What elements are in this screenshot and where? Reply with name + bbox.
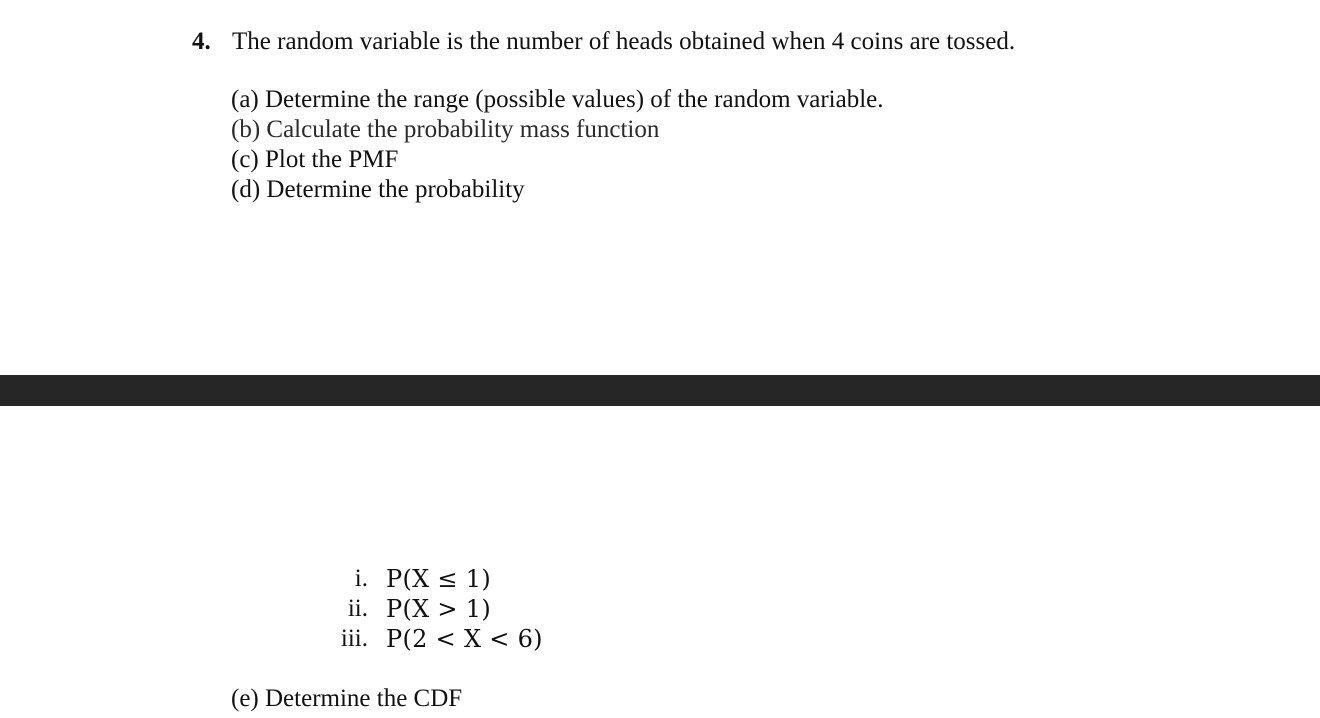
problem-statement: The random variable is the number of heads obtained when 4 coins are tossed. <box>232 28 1016 55</box>
subpart-b: (b) Calculate the probability mass function <box>231 116 660 143</box>
roman-label-iii: iii. <box>340 625 368 652</box>
roman-label-i: i. <box>354 565 368 592</box>
probability-expression-i: P(X ≤ 1) <box>386 565 491 593</box>
subpart-c: (c) Plot the PMF <box>231 146 399 173</box>
subpart-a: (a) Determine the range (possible values) of the random variable. <box>231 86 884 113</box>
subpart-e: (e) Determine the CDF <box>231 685 463 712</box>
roman-label-ii: ii. <box>347 595 368 622</box>
probability-expression-ii: P(X > 1) <box>386 595 491 623</box>
probability-item-ii <box>300 594 620 624</box>
probability-item-i <box>300 564 620 594</box>
dark-divider-band <box>0 375 1320 406</box>
probability-expression-iii: P(2 < X < 6) <box>386 625 543 653</box>
subpart-d: (d) Determine the probability <box>231 176 525 203</box>
probability-item-iii <box>300 624 620 654</box>
problem-number: 4. <box>192 28 211 55</box>
